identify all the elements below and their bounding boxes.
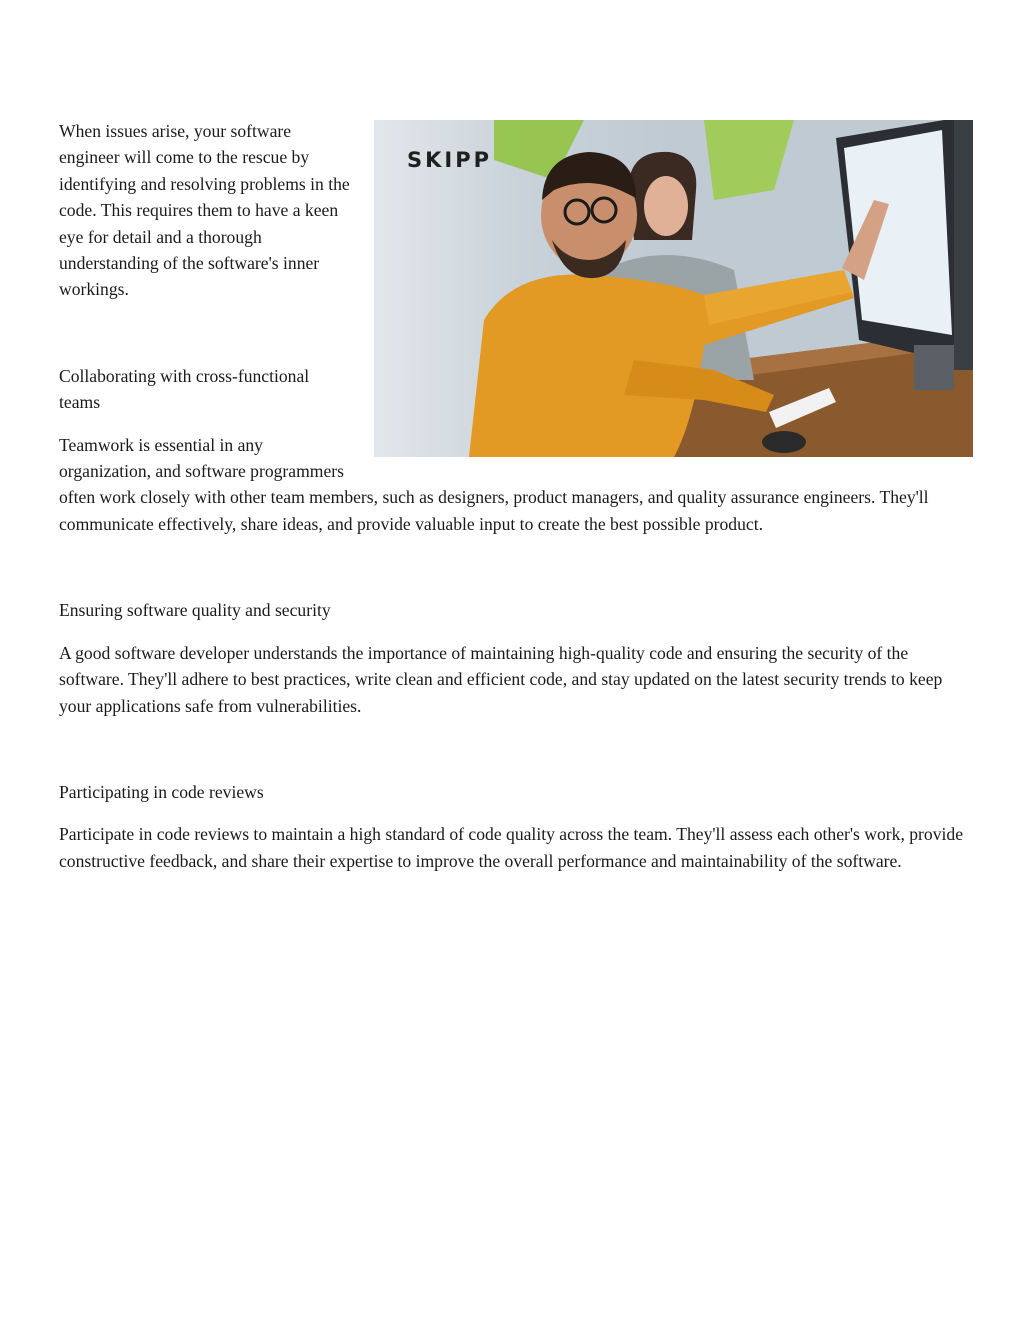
section-spacer [59, 553, 973, 597]
section-body-quality-security: A good software developer understands the importance of maintaining high-quality code and ensuring the security of the software. They'll adhere to best practices, write clean and efficient code, and stay updated on the latest security trends to keep your applications safe from vulnerabilities. [59, 642, 943, 716]
section-heading-code-reviews: Participating in code reviews [59, 781, 264, 802]
section-body-code-reviews: Participate in code reviews to maintain a high standard of code quality across the team. They'll assess each other's work, provide constructive feedback, and share their expertise to improve the overall performance and maintainability of the software. [59, 824, 963, 871]
section-body-collaboration: Teamwork is essential in any organization, and software programmers often work closely with other team members, such as designers, product managers, and quality assurance engineers. They'll communicate effectively, share ideas, and provide valuable input to create the best possible product. [59, 434, 929, 534]
skipp-logo: SKIPP [407, 148, 492, 172]
section-heading-quality-security: Ensuring software quality and security [59, 600, 331, 621]
section-spacer [59, 735, 973, 779]
document-page [59, 118, 973, 890]
office-photo [374, 120, 973, 457]
intro-paragraph: When issues arise, your software engineer will come to the rescue by identifying and resolving problems in the code. This requires them to have a keen eye for detail and a thorough understanding of the software's inner workings. [59, 121, 350, 300]
section-heading-collaboration: Collaborating with cross-functional teams [59, 365, 310, 413]
